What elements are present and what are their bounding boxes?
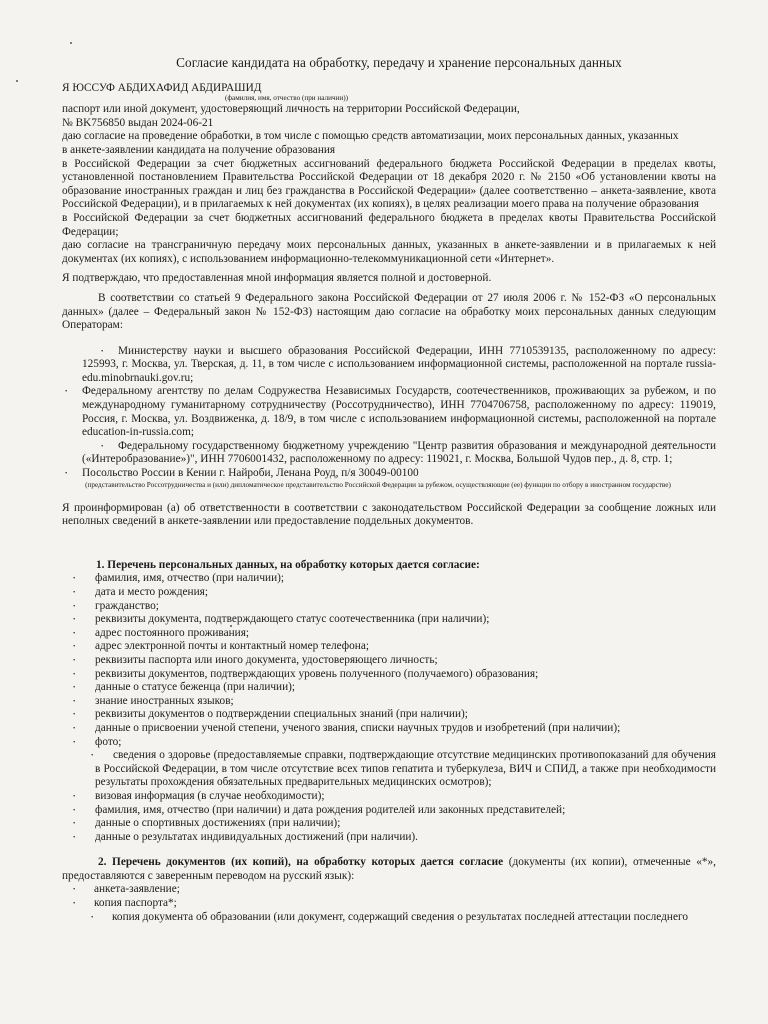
list-item: · сведения о здоровье (предоставляемые справки, подтверждающие отсутствие медицинских противопоказаний для обучения в Российской Федерации, в том числе отсутствие всех типов гепатита и туберкулеза, ВИЧ и СПИД, а также при необходимости результаты прохождения обязательных предварительных медицинских осмотров); [95, 749, 716, 790]
list-item: · визовая информация (в случае необходимости); [95, 790, 716, 804]
consent-para-5: даю согласие на трансграничную передачу моих персональных данных, указанных в анкете-заявлении и в прилагаемых к ней документах (их копиях), с использованием информационно-телекоммуникационной сети «Интернет». [62, 239, 716, 265]
list-item: · реквизиты документов о подтверждении специальных знаний (при наличии); [95, 708, 716, 722]
list-item: · реквизиты документов, подтверждающих уровень полученного (получаемого) образования; [95, 668, 716, 682]
operator-item: · Федеральному агентству по делам Содружества Независимых Государств, соотечественников, проживающих за рубежом, и по международному гуманитарному сотрудничеству (Россотрудничество), ИНН 7704706758, расположенному по адресу: 119019, Россия, г. Москва, ул. Воздвиженка, д. 18/9, в том числе с использованием информационной системы, расположенной на портале education-in-russia.com; [80, 385, 716, 439]
passport-number: № BK756850 выдан 2024-06-21 [62, 116, 214, 129]
list-item: · данные о статусе беженца (при наличии); [95, 681, 716, 695]
list-item: · реквизиты документа, подтверждающего статус соотечественника (при наличии); [95, 613, 716, 627]
personal-data-list [95, 572, 716, 844]
list-item: · данные о результатах индивидуальных достижений (при наличии). [95, 831, 716, 845]
section-2-heading [62, 856, 716, 883]
scan-speck [70, 42, 72, 44]
scan-speck [16, 80, 18, 82]
consent-para-2: в анкете-заявлении кандидата на получение образования [62, 143, 336, 156]
consent-para-3: в Российской Федерации за счет бюджетных ассигнований федерального бюджета Российской Федерации в пределах квоты, установленной постановлением Правительства Российской Федерации от 18 декабря 2020 г. № 2150 «Об установлении квоты на образование иностранных граждан и лиц без гражданства в Российской Федерации» (далее соответственно – анкета-заявление, квота Российской Федерации), и в прилагаемых к ней документах (их копиях), в целях реализации моего права на получение образования [62, 157, 716, 211]
list-item: · адрес постоянного проживания; [95, 627, 716, 641]
operator-item: · Посольство России в Кении г. Найроби, Ленана Роуд, п/я 30049-00100 [80, 467, 716, 481]
confirm-statement: Я подтверждаю, что предоставленная мной информация является полной и достоверной. [62, 272, 492, 285]
list-item: · фамилия, имя, отчество (при наличии) и дата рождения родителей или законных представителей; [95, 804, 716, 818]
list-item: · адрес электронной почты и контактный номер телефона; [95, 640, 716, 654]
list-item: · данные о присвоении ученой степени, ученого звания, списки научных трудов и изобретений (при наличии); [95, 722, 716, 736]
applicant-name-line: Я ЮССУФ АБДИХАФИД АБДИРАШИД [62, 81, 262, 94]
list-item: · копия паспорта*; [94, 897, 716, 911]
section-2-heading-rest: (документы (их копии), отмеченные «*», предоставляются с заверенным переводом на русский язык): [62, 856, 716, 882]
operator-item: · Министерству науки и высшего образования Российской Федерации, ИНН 7710539135, расположенному по адресу: 125993, г. Москва, ул. Тверская, д. 11, в том числе с использованием информационной системы, расположенной на портале russia-edu.minobrnauki.gov.ru; [80, 345, 716, 386]
list-item: · копия документа об образовании (или документ, содержащий сведения о результатах последней аттестации последнего [94, 911, 716, 925]
responsibility-statement: Я проинформирован (а) об ответственности в соответствии с законодательством Российской Федерации за сообщение ложных или неполных сведений в анкете-заявлении или предоставление поддельных документов. [62, 501, 716, 528]
operators-list [80, 345, 716, 490]
section-1-heading: 1. Перечень персональных данных, на обработку которых дается согласие: [96, 558, 480, 571]
list-item: · фото; [95, 736, 716, 750]
law-paragraph: В соответствии со статьей 9 Федерального закона Российской Федерации от 27 июля 2006 г. № 152-ФЗ «О персональных данных» (далее – Федеральный закон № 152-ФЗ) настоящим даю согласие на обработку моих персональных данных следующим Операторам: [62, 291, 716, 332]
list-item: · знание иностранных языков; [95, 695, 716, 709]
documents-list [94, 883, 716, 924]
page-title: Согласие кандидата на обработку, передачу и хранение персональных данных [176, 55, 622, 70]
scan-speck [230, 625, 232, 627]
section-2-heading-bold: 2. Перечень документов (их копий), на обработку которых дается согласие [98, 856, 504, 869]
operator-note: (представительство Россотрудничества и (или) дипломатическое представительство Российской Федерации за рубежом, осуществляющие (ее) функции по отбору в иностранном государстве) [85, 480, 671, 489]
applicant-name-caption: (фамилия, имя, отчество (при наличии)) [225, 94, 349, 103]
consent-para-1: даю согласие на проведение обработки, в том числе с помощью средств автоматизации, моих персональных данных, указанных [62, 130, 679, 143]
list-item: · данные о спортивных достижениях (при наличии); [95, 817, 716, 831]
consent-para-4: в Российской Федерации за счет бюджетных ассигнований федерального бюджета в пределах квоты Правительства Российской Федерации; [62, 211, 716, 238]
list-item: · дата и место рождения; [95, 586, 716, 600]
list-item: · реквизиты паспорта или иного документа, удостоверяющего личность; [95, 654, 716, 668]
list-item: · фамилия, имя, отчество (при наличии); [95, 572, 716, 586]
passport-line: паспорт или иной документ, удостоверяющий личность на территории Российской Федерации, [62, 103, 520, 116]
list-item: · анкета-заявление; [94, 883, 716, 897]
list-item: · гражданство; [95, 600, 716, 614]
operator-item: · Федеральному государственному бюджетному учреждению "Центр развития образования и международной деятельности («Интеробразование»)", ИНН 7706001432, расположенному по адресу: 119021, г. Москва, Большой Чудов пер., д. 8, стр. 1; [80, 440, 716, 467]
